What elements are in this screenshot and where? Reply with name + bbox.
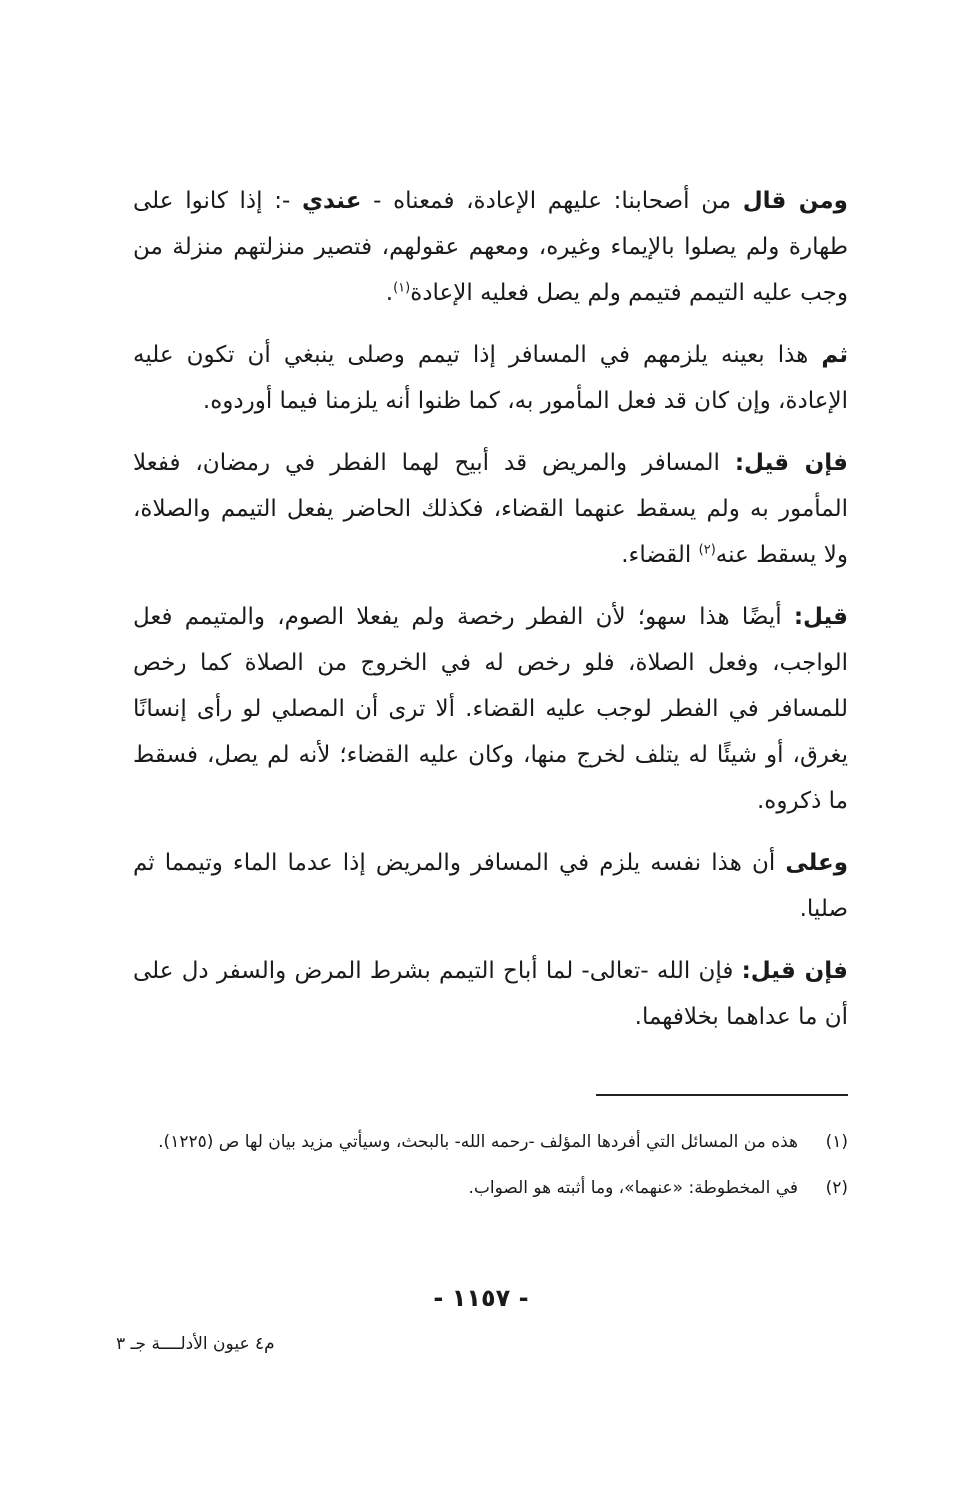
paragraph-lead-word: قيل: <box>793 604 848 630</box>
footnote-number: (٢) <box>825 1178 848 1198</box>
paragraph <box>133 440 848 578</box>
page-number: - ١١٥٧ - <box>433 1284 529 1312</box>
paragraph-text: أن هذا نفسه يلزم في المسافر والمريض إذا عدما الماء وتيمما ثم صليا. <box>133 850 848 922</box>
paragraph-text-tail: القضاء. <box>621 542 699 568</box>
footnote-marker: (١) <box>393 280 411 296</box>
footnote-text: في المخطوطة: «عنهما»، وما أثبته هو الصواب. <box>468 1178 798 1198</box>
printer-signature: م٤ عيون الأدلــــة جـ ٣ <box>116 1334 275 1354</box>
paragraph <box>133 332 848 424</box>
paragraph-text: من أصحابنا: عليهم الإعادة، فمعناه - <box>361 188 743 214</box>
paragraph-text: -: إذا كانوا على طهارة ولم يصلوا بالإيماء وغيره، ومعهم عقولهم، فتصير منزلتهم منزلة من وجب عليه التيمم فتيمم ولم يصل فعليه الإعادة <box>133 188 848 306</box>
paragraph-text: المسافر والمريض قد أبيح لهما الفطر في رمضان، ففعلا المأمور به ولم يسقط عنهما القضاء، فكذلك الحاضر يفعل التيمم والصلاة، ولا يسقط عنه <box>133 450 848 568</box>
paragraph-lead-word: ومن قال <box>742 188 848 214</box>
paragraph-lead-word: فإن قيل: <box>741 958 848 984</box>
paragraph-text: أيضًا هذا سهو؛ لأن الفطر رخصة ولم يفعلا الصوم، والمتيمم فعل الواجب، وفعل الصلاة، فلو رخص له في الخروج من الصلاة كما رخص للمسافر في الفطر لوجب عليه القضاء. ألا ترى أن المصلي لو رأى إنسانًا يغرق، أو شيئًا له يتلف لخرج منها، وكان عليه القضاء؛ لأنه لم يصل، فسقط ما ذكروه. <box>133 604 848 814</box>
paragraph-text: فإن الله -تعالى- لما أباح التيمم بشرط المرض والسفر دل على أن ما عداهما بخلافهما. <box>133 958 848 1030</box>
emphasized-text: عندي <box>301 188 362 214</box>
paragraph <box>133 594 848 824</box>
footnote-divider <box>596 1094 848 1096</box>
paragraph-lead-word: فإن قيل: <box>734 450 848 476</box>
paragraph-lead-word: وعلى <box>785 850 848 876</box>
footnotes <box>128 1126 848 1218</box>
paragraph <box>133 178 848 316</box>
main-text <box>133 178 848 1056</box>
footnote-marker: (٢) <box>698 542 716 558</box>
footnote <box>128 1126 848 1158</box>
paragraph-text-tail: . <box>385 280 394 306</box>
paragraph-text: هذا بعينه يلزمهم في المسافر إذا تيمم وصلى ينبغي أن تكون عليه الإعادة، وإن كان قد فعل المأمور به، كما ظنوا أنه يلزمنا فيما أوردوه. <box>133 342 848 414</box>
footnote-number: (١) <box>825 1132 848 1152</box>
paragraph-lead-word: ثم <box>821 342 848 368</box>
footnote <box>128 1172 848 1204</box>
paragraph <box>133 840 848 932</box>
paragraph <box>133 948 848 1040</box>
footnote-text: هذه من المسائل التي أفردها المؤلف -رحمه الله- بالبحث، وسيأتي مزيد بيان لها ص (١٢٢٥). <box>158 1132 798 1152</box>
